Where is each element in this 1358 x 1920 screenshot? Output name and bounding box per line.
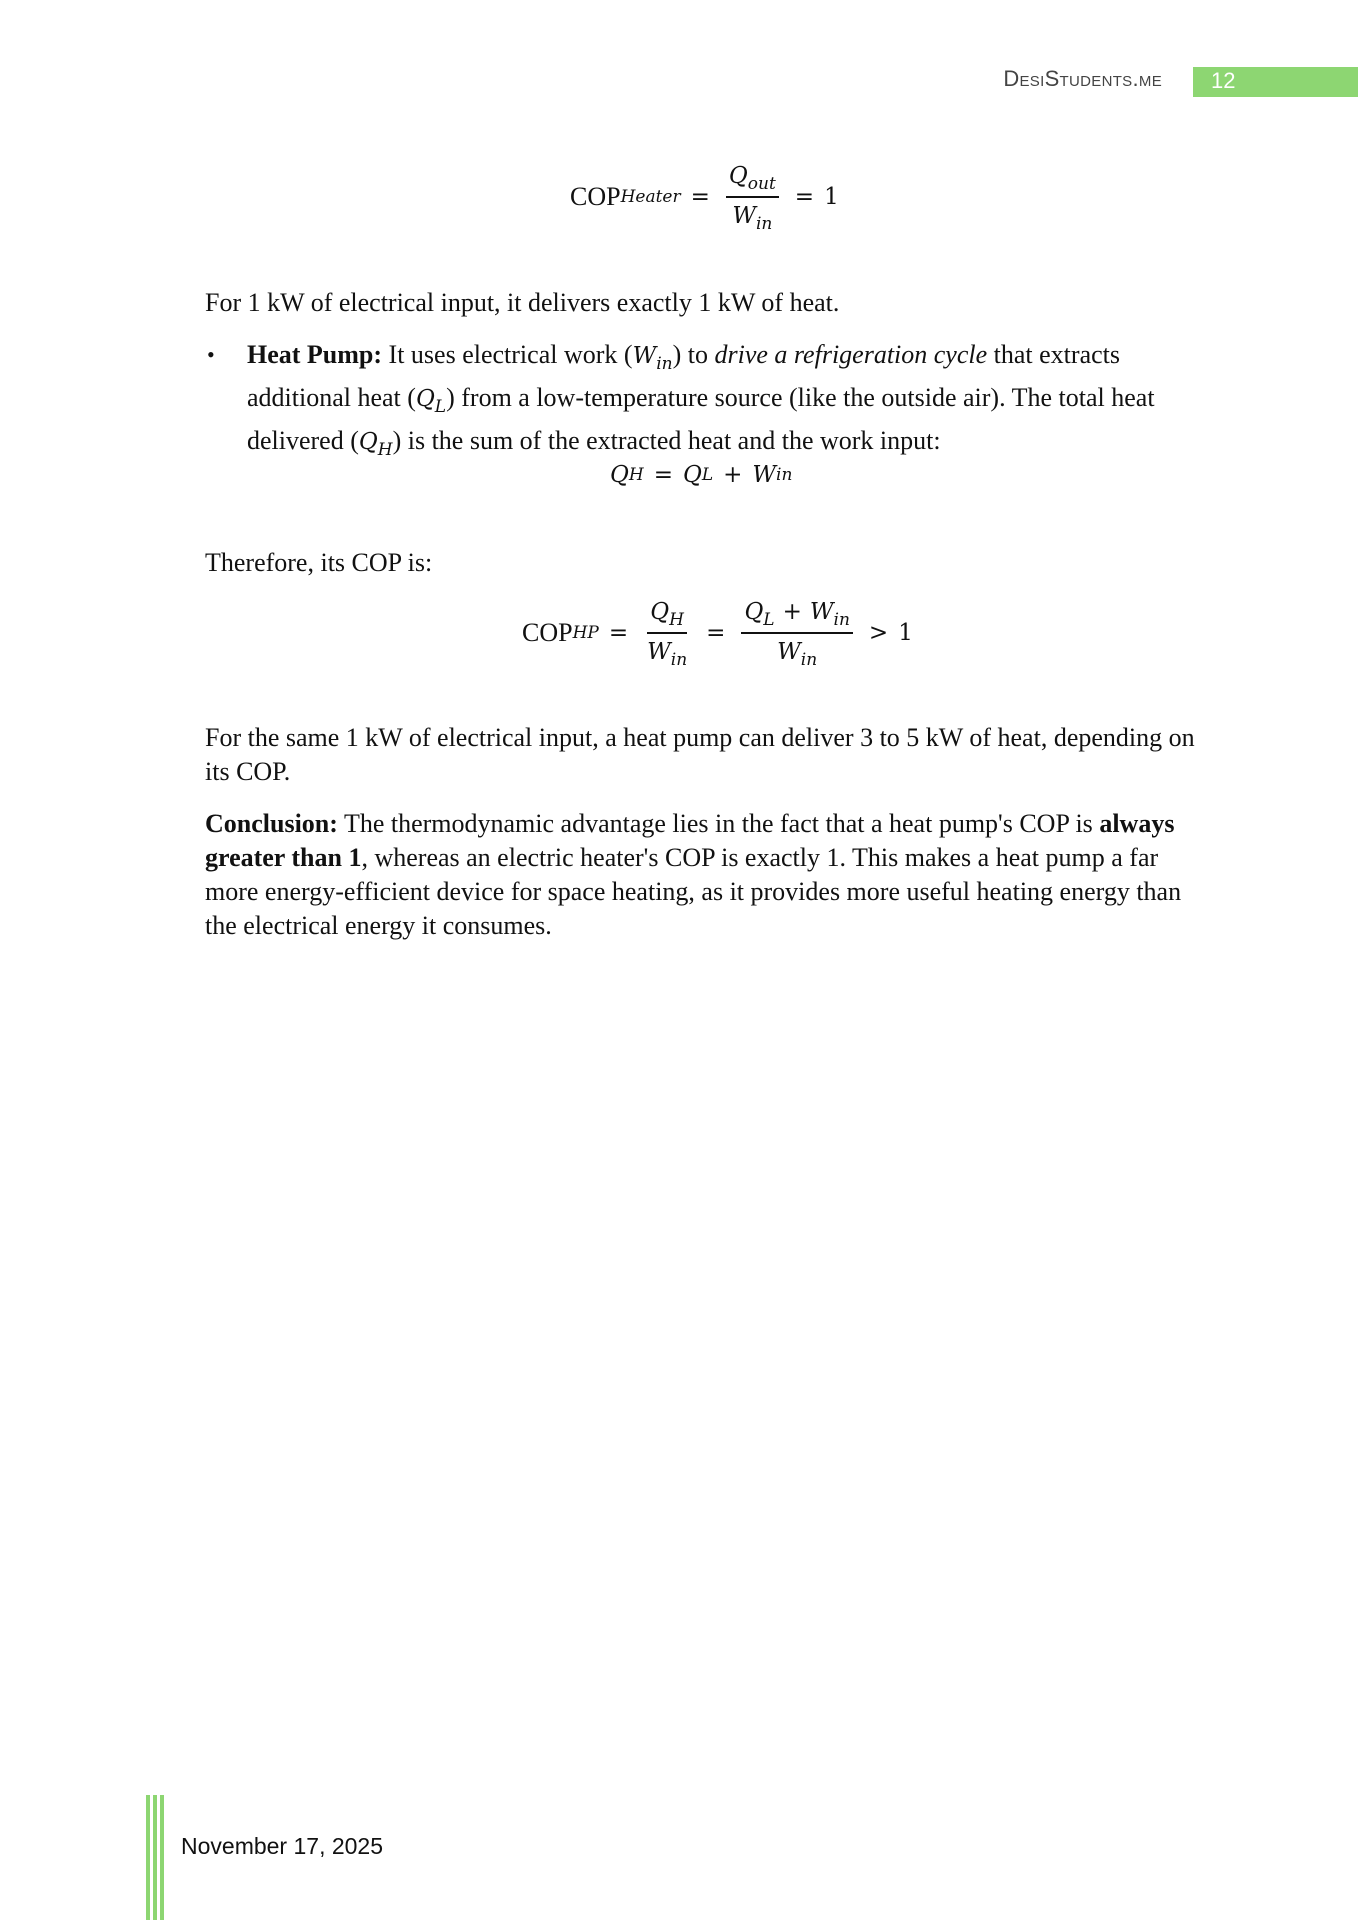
text: ) from a low-temperature source (like the outside air). The total heat delivered ( [247, 383, 1155, 455]
eq-sub: L [763, 610, 775, 630]
equation-heat-balance [610, 462, 792, 488]
conclusion-title: Conclusion: [205, 809, 338, 838]
eq-text: COP [522, 618, 573, 647]
eq-var: Q [728, 163, 748, 189]
footer-date: November 17, 2025 [181, 1833, 384, 1859]
eq-sub: Heater [620, 187, 681, 207]
eq-sub: in [656, 354, 673, 374]
text: It uses electrical work ( [382, 340, 633, 369]
eq-sub: out [747, 174, 776, 194]
eq-var: W [632, 343, 657, 369]
text: that extracts additional heat ( [247, 340, 1120, 412]
eq-var: Q [610, 462, 629, 488]
eq-op: = [706, 620, 726, 646]
eq-sub: HP [572, 623, 599, 643]
eq-var: W [732, 203, 756, 229]
text: ) is the sum of the extracted heat and the work input: [392, 426, 941, 455]
eq-var: W [752, 462, 777, 488]
eq-op: = [608, 620, 629, 646]
footer-rule [153, 1795, 157, 1920]
footer-rule [160, 1795, 164, 1920]
eq-value: 1 [898, 620, 913, 646]
bullet-icon: • [207, 342, 215, 367]
eq-var: Q [650, 599, 670, 625]
eq-var: W [777, 639, 801, 665]
eq-op: = [690, 184, 710, 210]
paragraph: For the same 1 kW of electrical input, a heat pump can deliver 3 to 5 kW of heat, depending on its COP. [205, 723, 1195, 786]
site-name: DesiStudents.me [1003, 66, 1162, 91]
eq-text: COP [570, 182, 621, 211]
eq-var: Q [358, 429, 378, 455]
emphasis: always greater than 1 [205, 809, 1175, 872]
bullet-heat-pump [247, 338, 1187, 467]
text: , whereas an electric heater's COP is exactly 1. This makes a heat pump a far more energy-efficient device for space heating, as it provides more useful heating energy than the electrical energy it consumes. [205, 843, 1182, 940]
eq-op: > [868, 620, 889, 646]
eq-sub: in [833, 610, 850, 630]
text: ) to [672, 340, 715, 369]
equation-cop-heat-pump [522, 596, 913, 670]
footer-rule [146, 1795, 150, 1920]
emphasis: drive a refrigeration cycle [714, 340, 988, 369]
eq-sub: in [800, 650, 818, 670]
page-number-bar [1193, 67, 1358, 97]
paragraph: Therefore, its COP is: [205, 548, 433, 577]
eq-value: 1 [824, 184, 839, 210]
page-number: 12 [1211, 68, 1236, 93]
eq-var: Q [744, 599, 764, 625]
bullet-title: Heat Pump: [247, 340, 383, 369]
eq-sub: H [628, 465, 644, 485]
eq-sub: L [701, 465, 714, 485]
eq-sub: H [669, 610, 684, 630]
eq-sub: in [670, 650, 688, 670]
eq-var: Q [682, 462, 702, 488]
eq-sub: in [755, 214, 773, 234]
eq-var: Q [415, 386, 435, 412]
eq-op: = [653, 462, 673, 488]
fraction [726, 160, 779, 234]
eq-op: = [794, 184, 815, 210]
eq-sub: in [776, 465, 793, 485]
fraction: $\frac{Q_L + W_{in}}{W_{in}}$ [741, 596, 852, 670]
equation-cop-heater [570, 160, 839, 234]
eq-sub: H [377, 440, 393, 460]
eq-var: W [647, 639, 671, 665]
paragraph: For 1 kW of electrical input, it delivers exactly 1 kW of heat. [205, 288, 840, 317]
fraction [644, 596, 690, 670]
conclusion-paragraph [205, 807, 1195, 943]
eq-sub: L [434, 397, 447, 417]
text: The thermodynamic advantage lies in the fact that a heat pump's COP is [337, 809, 1100, 838]
eq-op: + [723, 462, 743, 488]
eq-var: W [809, 599, 834, 625]
